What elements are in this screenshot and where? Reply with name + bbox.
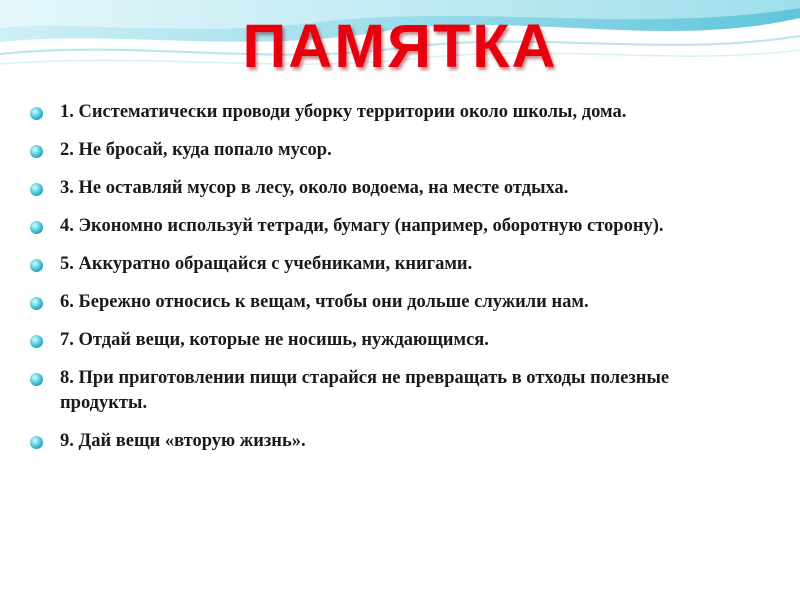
bullet-icon [30, 221, 43, 234]
list-item [28, 100, 758, 125]
memo-list [28, 100, 758, 467]
bullet-icon [30, 107, 43, 120]
list-item [28, 214, 758, 239]
list-item-text: 5. Аккуратно обращайся с учебниками, книгами. [60, 254, 473, 274]
list-item-text: 6. Бережно относись к вещам, чтобы они дольше служили нам. [60, 292, 589, 312]
list-item-text: 7. Отдай вещи, которые не носишь, нуждающимся. [60, 330, 489, 350]
bullet-icon [30, 335, 43, 348]
bullet-icon [30, 436, 43, 449]
list-item [28, 252, 758, 277]
list-item [28, 290, 758, 315]
list-item-text: 4. Экономно используй тетради, бумагу (например, оборотную сторону). [60, 216, 664, 236]
bullet-icon [30, 183, 43, 196]
list-item-text: 8. При приготовлении пищи старайся не превращать в отходы полезные продукты. [60, 368, 670, 413]
list-item [28, 176, 758, 201]
list-item-text: 1. Систематически проводи уборку территории около школы, дома. [60, 102, 627, 122]
list-item [28, 429, 758, 454]
list-item [28, 366, 758, 416]
slide-title: ПАМЯТКА [242, 12, 558, 80]
list-item [28, 138, 758, 163]
bullet-icon [30, 373, 43, 386]
bullet-icon [30, 145, 43, 158]
list-item-text: 2. Не бросай, куда попало мусор. [60, 140, 332, 160]
list-item-text: 3. Не оставляй мусор в лесу, около водоема, на месте отдыха. [60, 178, 569, 198]
list-item-text: 9. Дай вещи «вторую жизнь». [60, 431, 306, 451]
bullet-icon [30, 297, 43, 310]
list-item [28, 328, 758, 353]
bullet-icon [30, 259, 43, 272]
